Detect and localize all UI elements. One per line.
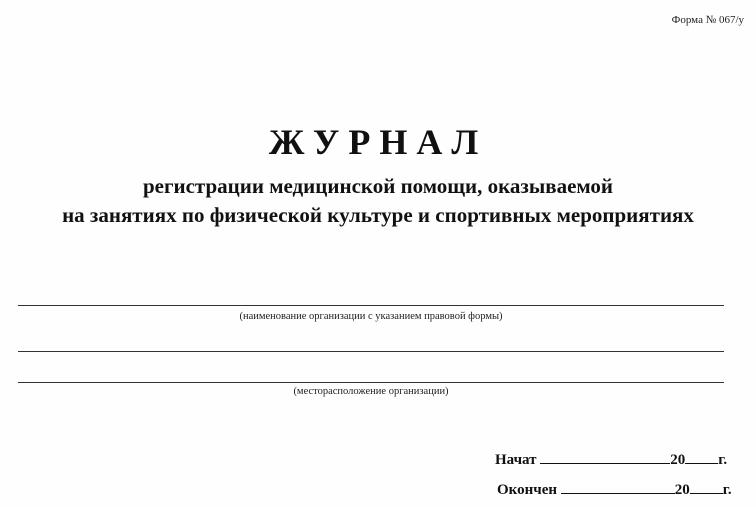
- ended-date-line: [497, 480, 732, 498]
- started-year-prefix: 20: [670, 452, 686, 468]
- location-line: [18, 382, 724, 383]
- form-number: Форма № 067/у: [671, 14, 744, 26]
- subtitle-line-1: регистрации медицинской помощи, оказываемой: [142, 174, 614, 198]
- organization-extra-line: [18, 351, 724, 352]
- started-year-blank: [685, 450, 718, 464]
- subtitle-line-2: на занятиях по физической культуре и спортивных мероприятиях: [62, 203, 694, 227]
- location-caption: (месторасположение организации): [293, 386, 449, 397]
- started-date-blank: [540, 450, 670, 464]
- ended-label: Окончен: [497, 482, 558, 498]
- organization-caption: (наименование организации с указанием правовой формы): [239, 311, 503, 322]
- ended-year-prefix: 20: [674, 482, 690, 498]
- document-title: ЖУРНАЛ: [268, 122, 488, 162]
- started-date-line: [495, 450, 727, 468]
- ended-year-blank: [690, 480, 723, 494]
- organization-name-line: [18, 305, 724, 306]
- started-label: Начат: [495, 452, 537, 468]
- started-year-suffix: г.: [718, 452, 728, 468]
- ended-date-blank: [561, 480, 675, 494]
- ended-year-suffix: г.: [722, 482, 732, 498]
